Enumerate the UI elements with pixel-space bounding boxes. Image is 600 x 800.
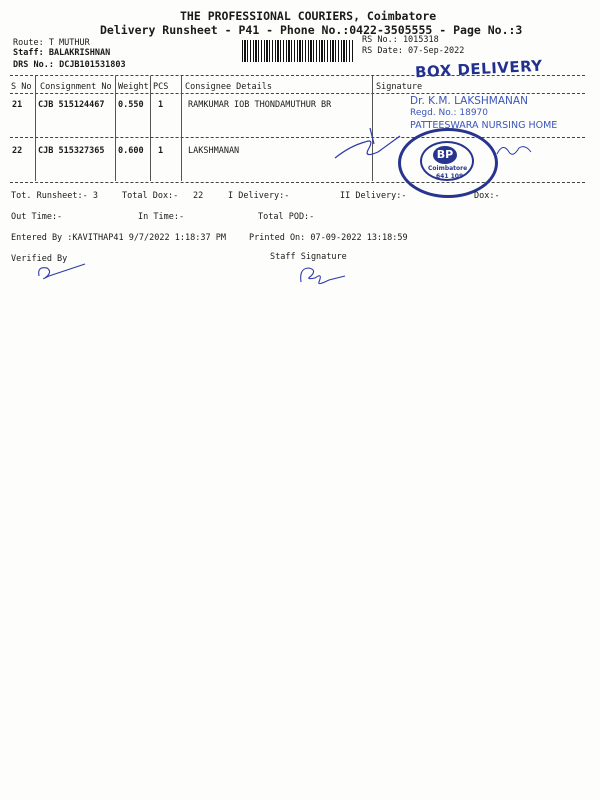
total-dox-value: 22	[193, 191, 204, 201]
drs-value: DCJB101531803	[59, 60, 126, 70]
tot-runsheet: Tot. Runsheet:- 3	[11, 191, 98, 201]
drs-label: DRS No.:	[13, 60, 54, 70]
i-delivery: I Delivery:-	[228, 191, 290, 201]
seal-city: Coimbatore	[428, 165, 468, 172]
total-pod: Total POD:-	[258, 212, 315, 222]
staff-label: Staff: BALAKRISHNAN	[13, 48, 111, 58]
verified-by: Verified By	[11, 254, 68, 264]
table-bottom-rule	[10, 182, 585, 183]
row-21-weight: 0.550	[118, 100, 144, 110]
staff-signature: Staff Signature	[270, 252, 347, 262]
verified-signature-icon	[35, 262, 95, 284]
col-consignee: Consignee Details	[185, 82, 272, 92]
in-time: In Time:-	[138, 212, 185, 222]
col-divider	[115, 76, 116, 181]
row-21-pcs: 1	[158, 100, 164, 110]
col-sno: S No	[11, 82, 32, 92]
col-consignment: Consignment No	[40, 82, 112, 92]
row-21-consignee: RAMKUMAR IOB THONDAMUTHUR BR	[188, 100, 332, 110]
ii-delivery: II Delivery:-	[340, 191, 407, 201]
barcode	[242, 40, 354, 62]
col-divider	[181, 76, 182, 181]
box-delivery-stamp: BOX DELIVERY	[414, 56, 544, 82]
route-label: Route: T MUTHUR	[13, 38, 90, 48]
printed-on: Printed On: 07-09-2022 13:18:59	[249, 233, 408, 243]
regd-no-stamp: Regd. No.: 18970	[410, 108, 488, 118]
table-header-rule	[10, 93, 585, 94]
seal-logo-icon: BP	[433, 146, 457, 164]
out-time: Out Time:-	[11, 212, 63, 222]
row-signature-icon	[330, 128, 410, 168]
drs-no	[13, 60, 126, 70]
col-divider	[150, 76, 151, 181]
doctor-name-stamp: Dr. K.M. LAKSHMANAN	[410, 95, 528, 107]
company-title: THE PROFESSIONAL COURIERS, Coimbatore	[180, 9, 437, 23]
seal-pin: 641 109	[436, 173, 464, 180]
row-21-consignment: CJB 515124467	[38, 100, 105, 110]
entered-by: Entered By :KAVITHAP41 9/7/2022 1:18:37 PM	[11, 233, 226, 243]
row-22-consignment: CJB 515327365	[38, 146, 105, 156]
col-weight: Weight	[118, 82, 149, 92]
row-initials-icon	[495, 140, 535, 160]
rs-date: RS Date: 07-Sep-2022	[362, 46, 465, 56]
row-22-consignee: LAKSHMANAN	[188, 146, 240, 156]
row-22-pcs: 1	[158, 146, 164, 156]
staff-signature-icon	[295, 262, 355, 288]
row-22-sno: 22	[12, 146, 23, 156]
row-21-sno: 21	[12, 100, 23, 110]
runsheet-title: Delivery Runsheet - P41 - Phone No.:0422-3505555 - Page No.:3	[100, 23, 523, 37]
rs-number: RS No.: 1015318	[362, 35, 439, 45]
dox-label: Dox:-	[474, 191, 500, 201]
total-dox-label: Total Dox:-	[122, 191, 179, 201]
row-22-weight: 0.600	[118, 146, 144, 156]
col-divider	[35, 76, 36, 181]
col-pcs: PCS	[153, 82, 169, 92]
hospital-stamp: PATTEESWARA NURSING HOME	[410, 120, 558, 131]
row-divider	[10, 137, 585, 138]
col-signature: Signature	[376, 82, 423, 92]
